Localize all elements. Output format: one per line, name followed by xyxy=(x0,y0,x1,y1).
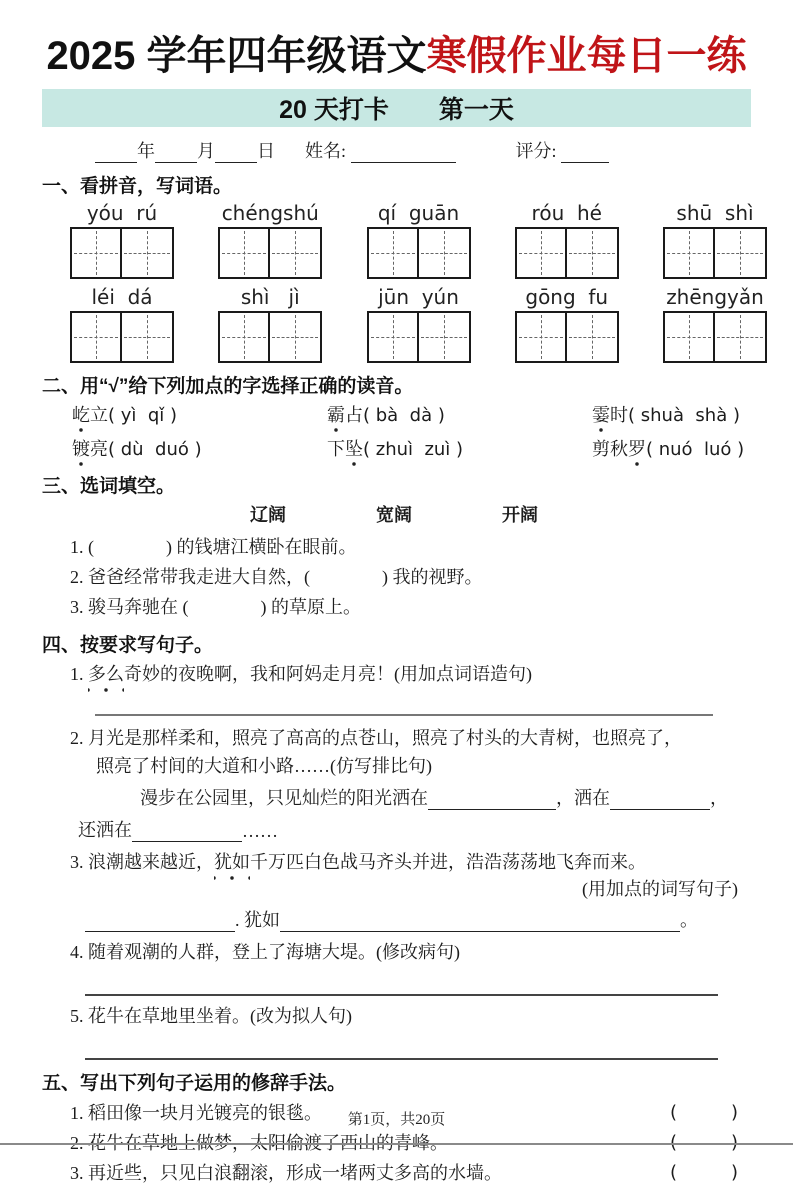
pinyin-group xyxy=(515,285,619,363)
word-bank-item: 开阔 xyxy=(502,505,538,525)
section2-heading: 二、用“√”给下列加点的字选择正确的读音。 xyxy=(42,376,414,397)
day-label: 日 xyxy=(257,141,275,161)
pinyin-label: shū shì xyxy=(676,201,754,225)
name-blank xyxy=(351,142,456,163)
word-post: 立 xyxy=(90,405,108,425)
fill-blank xyxy=(610,791,710,810)
year-blank xyxy=(95,142,137,163)
pinyin-group xyxy=(663,285,767,363)
pronunciation-item xyxy=(592,436,793,463)
pronunciation-item xyxy=(592,402,793,429)
bottom-divider xyxy=(0,1143,793,1145)
title-red-part: 寒假作业每日一练 xyxy=(426,34,747,78)
sentence-item-1 xyxy=(70,660,753,688)
pinyin-options: ( nuó luó ) xyxy=(646,439,745,460)
writing-cell xyxy=(715,311,767,363)
writing-cell xyxy=(218,227,270,279)
score-blank xyxy=(561,142,609,163)
sentence-item-3 xyxy=(70,848,753,876)
writing-cell xyxy=(663,311,715,363)
item-number: 2. xyxy=(70,728,88,748)
item-number: 1. xyxy=(70,664,88,684)
day-blank xyxy=(215,142,257,163)
answer-paren: ( ) xyxy=(669,1162,738,1183)
fill-blank xyxy=(132,823,242,842)
pinyin-label: yóu rú xyxy=(86,201,158,225)
fill-text: 漫步在公园里，只见灿烂的阳光洒在 xyxy=(140,788,428,808)
sentence-text: 2. 花牛在草地上做梦，太阳偷渡了西山的青峰。 xyxy=(70,1133,448,1153)
pinyin-options: ( dù duó ) xyxy=(108,439,202,460)
instruction-note: (用加点的词写句子) xyxy=(582,879,738,899)
writing-boxes xyxy=(367,227,471,279)
writing-cell xyxy=(663,227,715,279)
dotted-char: 坠 xyxy=(345,436,363,462)
writing-cell xyxy=(419,311,471,363)
writing-cell xyxy=(70,311,122,363)
pinyin-group xyxy=(70,285,174,363)
word-bank-item: 宽阔 xyxy=(376,505,412,525)
sentence-text: 3. 再近些，只见白浪翻滚，形成一堵两丈多高的水墙。 xyxy=(70,1163,502,1183)
pinyin-label: jūn yún xyxy=(378,285,459,309)
fill-in-item: 1. ( ) 的钱塘江横卧在眼前。 xyxy=(70,537,357,557)
answer-paren: ( ) xyxy=(669,1102,738,1123)
sentence-item-2 xyxy=(70,724,753,780)
sentence-text: 1. 稻田像一块月光镀亮的银毯。 xyxy=(70,1103,322,1123)
sentence-text: 月光是那样柔和，照亮了高高的点苍山，照亮了村头的大青树，也照亮了， xyxy=(88,728,682,748)
writing-cell xyxy=(419,227,471,279)
writing-cell xyxy=(122,311,174,363)
pinyin-label: léi dá xyxy=(91,285,153,309)
fill-text: 还洒在 xyxy=(78,820,132,840)
dotted-word: 犹如 xyxy=(214,848,250,876)
pinyin-group xyxy=(663,201,767,279)
pinyin-group xyxy=(367,285,471,363)
name-label: 姓名: xyxy=(305,141,347,161)
writing-boxes xyxy=(218,311,322,363)
pronunciation-item xyxy=(327,436,592,463)
writing-boxes xyxy=(70,311,174,363)
dotted-char: 屹 xyxy=(72,402,90,428)
rhetoric-item xyxy=(70,1158,738,1188)
fill-in-item: 3. 骏马奔驰在 ( ) 的草原上。 xyxy=(70,597,361,617)
page-title xyxy=(14,24,779,81)
pinyin-group xyxy=(515,201,619,279)
writing-cell xyxy=(567,227,619,279)
year-label: 年 xyxy=(137,141,155,161)
word-pre: 剪秋 xyxy=(592,439,628,459)
writing-cell xyxy=(367,311,419,363)
section2-grid xyxy=(72,402,793,463)
pinyin-group xyxy=(70,201,174,279)
writing-cell xyxy=(218,311,270,363)
answer-line xyxy=(95,694,713,716)
fill-line-a xyxy=(140,784,758,810)
writing-cell xyxy=(270,227,322,279)
title-black-part: 2025 学年四年级语文 xyxy=(46,34,427,78)
pinyin-options: ( shuà shà ) xyxy=(628,405,740,426)
pinyin-group xyxy=(367,201,471,279)
pinyin-row-1 xyxy=(70,201,767,279)
writing-boxes xyxy=(663,311,767,363)
writing-cell xyxy=(367,227,419,279)
fill-text: . 犹如 xyxy=(235,910,280,930)
answer-line xyxy=(85,974,718,996)
writing-cell xyxy=(515,311,567,363)
section3-heading: 三、选词填空。 xyxy=(42,476,176,497)
fill-blank xyxy=(428,791,556,810)
answer-paren: ( ) xyxy=(669,1132,738,1153)
pinyin-group xyxy=(218,201,322,279)
info-line xyxy=(95,137,738,163)
sentence-text: 千万匹白色战马齐头并进，浩浩荡荡地飞奔而来。 xyxy=(250,852,646,872)
fill-text: ， xyxy=(710,788,728,808)
section4-heading: 四、按要求写句子。 xyxy=(42,635,214,656)
sentence-text: 照亮了村间的大道和小路……(仿写排比句) xyxy=(96,756,432,776)
month-blank xyxy=(155,142,197,163)
answer-blank xyxy=(85,913,235,932)
sentence-item-4: 4. 随着观潮的人群，登上了海塘大堤。(修改病句) xyxy=(70,942,460,962)
dotted-word: 多么 xyxy=(88,660,124,688)
month-label: 月 xyxy=(197,141,215,161)
item-number: 3. xyxy=(70,852,88,872)
word-post: 时 xyxy=(610,405,628,425)
writing-boxes xyxy=(70,227,174,279)
fill-text: 。 xyxy=(680,910,698,930)
fill-text: ，洒在 xyxy=(556,788,610,808)
sentence-text: 浪潮越来越近， xyxy=(88,852,214,872)
section5-heading: 五、写出下列句子运用的修辞手法。 xyxy=(42,1073,347,1094)
writing-cell xyxy=(515,227,567,279)
word-bank xyxy=(250,501,793,527)
word-post: 亮 xyxy=(90,439,108,459)
writing-boxes xyxy=(218,227,322,279)
pinyin-options: ( zhuì zuì ) xyxy=(363,439,464,460)
pinyin-label: gōng fu xyxy=(525,285,609,309)
writing-boxes xyxy=(515,227,619,279)
day-banner-text: 20 天打卡 第一天 xyxy=(279,96,514,124)
pronunciation-item xyxy=(72,436,327,463)
pinyin-row-2 xyxy=(70,285,767,363)
writing-boxes xyxy=(367,311,471,363)
answer-fill-line xyxy=(85,906,758,932)
section1-heading: 一、看拼音，写词语。 xyxy=(42,176,233,197)
pinyin-label: chéngshú xyxy=(221,201,319,225)
word-post: 占 xyxy=(345,405,363,425)
fill-text: …… xyxy=(242,821,278,841)
answer-blank xyxy=(280,913,680,932)
pinyin-group xyxy=(218,285,322,363)
word-pre: 下 xyxy=(327,439,345,459)
word-bank-item: 辽阔 xyxy=(250,505,286,525)
answer-line xyxy=(85,1038,718,1060)
score-label: 评分: xyxy=(515,141,557,161)
writing-boxes xyxy=(663,227,767,279)
page-number: 第1页，共20页 xyxy=(347,1112,446,1128)
writing-cell xyxy=(270,311,322,363)
dotted-char: 霎 xyxy=(592,402,610,428)
writing-cell xyxy=(70,227,122,279)
pronunciation-item xyxy=(327,402,592,429)
worksheet-page xyxy=(0,24,793,1183)
pinyin-options: ( yì qǐ ) xyxy=(108,405,178,426)
dotted-char: 霸 xyxy=(327,402,345,428)
fill-line-b xyxy=(78,816,758,842)
writing-boxes xyxy=(515,311,619,363)
dotted-char: 镀 xyxy=(72,436,90,462)
day-banner xyxy=(42,89,751,127)
fill-in-item: 2. 爸爸经常带我走进大自然，( ) 我的视野。 xyxy=(70,567,483,587)
sentence-text: 奇妙的夜晚啊，我和阿妈走月亮！(用加点词语造句) xyxy=(124,664,532,684)
writing-cell xyxy=(567,311,619,363)
pinyin-options: ( bà dà ) xyxy=(363,405,445,426)
sentence-item-5: 5. 花牛在草地里坐着。(改为拟人句) xyxy=(70,1006,352,1026)
pinyin-label: róu hé xyxy=(531,201,602,225)
dotted-char: 罗 xyxy=(628,436,646,462)
writing-cell xyxy=(122,227,174,279)
writing-cell xyxy=(715,227,767,279)
pinyin-label: zhēngyǎn xyxy=(666,285,764,309)
pinyin-label: qí guān xyxy=(377,201,460,225)
pronunciation-item xyxy=(72,402,327,429)
pinyin-label: shì jì xyxy=(240,285,300,309)
